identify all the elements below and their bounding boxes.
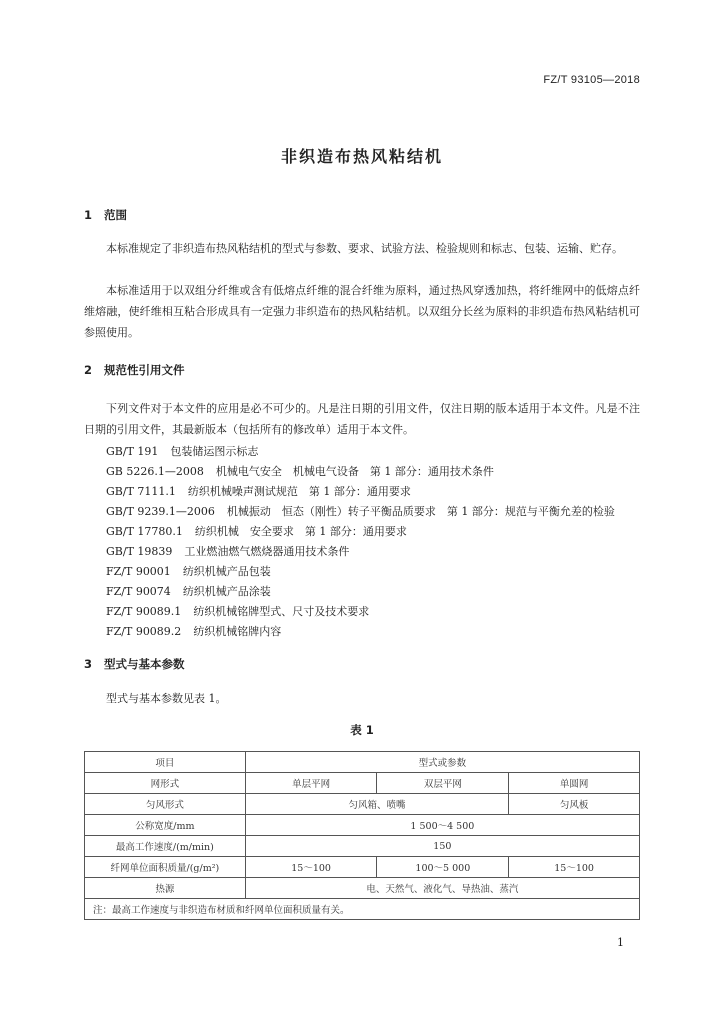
- table-note: 注：最高工作速度与非织造布材质和纤网单位面积质量有关。: [85, 899, 640, 920]
- reference-item: FZ/T 90089.1 纺织机械铭牌型式、尺寸及技术要求: [106, 605, 370, 618]
- section-number: 2: [84, 363, 93, 377]
- section-3-paragraph-1: 型式与基本参数见表 1。: [106, 692, 227, 705]
- page-number: 1: [617, 936, 624, 949]
- section-2-paragraph-1: 下列文件对于本文件的应用是必不可少的。凡是注日期的引用文件，仅注日期的版本适用于本文件。凡是不注日期的引用文件，其最新版本（包括所有的修改单）适用于本文件。: [84, 402, 640, 436]
- table-cell: 100～5 000: [377, 857, 509, 878]
- table-cell: 15～100: [245, 857, 377, 878]
- section-title: 型式与基本参数: [104, 657, 185, 671]
- table-cell: 电、天然气、液化气、导热油、蒸汽: [245, 878, 639, 899]
- reference-item: FZ/T 90074 纺织机械产品涂装: [106, 585, 271, 598]
- table-row: [85, 773, 640, 794]
- reference-item: GB/T 9239.1—2006 机械振动 恒态（刚性）转子平衡品质要求 第 1 部分：规范与平衡允差的检验: [106, 505, 615, 518]
- reference-item: GB/T 17780.1 纺织机械 安全要求 第 1 部分：通用要求: [106, 525, 407, 538]
- table-cell: 15～100: [509, 857, 640, 878]
- table-cell: 双层平网: [377, 773, 509, 794]
- table-cell: 网形式: [85, 773, 246, 794]
- table-cell: 150: [245, 836, 639, 857]
- table-cell: 热源: [85, 878, 246, 899]
- table-cell: 公称宽度/mm: [85, 815, 246, 836]
- table-header-cell: 项目: [85, 752, 246, 773]
- section-title: 范围: [104, 208, 127, 222]
- table-cell: 匀风板: [509, 794, 640, 815]
- table-cell: 1 500～4 500: [245, 815, 639, 836]
- table-cell: 最高工作速度/(m/min): [85, 836, 246, 857]
- section-1-paragraph-2: 本标准适用于以双组分纤维或含有低熔点纤维的混合纤维为原料，通过热风穿透加热，将纤维网中的低熔点纤维熔融，使纤维相互粘合形成具有一定强力非织造布的热风粘结机。以双组分长丝为原料的非织造布热风粘结机可参照使用。: [84, 284, 640, 339]
- section-title: 规范性引用文件: [104, 363, 185, 377]
- parameter-table: [84, 751, 640, 920]
- table-row: [85, 752, 640, 773]
- table-row: [85, 899, 640, 920]
- table-cell: 单圆网: [509, 773, 640, 794]
- table-cell: 单层平网: [245, 773, 377, 794]
- reference-item: FZ/T 90089.2 纺织机械铭牌内容: [106, 625, 282, 638]
- reference-item: GB 5226.1—2008 机械电气安全 机械电气设备 第 1 部分：通用技术条件: [106, 465, 494, 478]
- table-header-cell: 型式或参数: [245, 752, 639, 773]
- section-2-heading: [84, 362, 185, 378]
- table-row: [85, 794, 640, 815]
- reference-item: GB/T 191 包装储运图示标志: [106, 445, 259, 458]
- reference-item: FZ/T 90001 纺织机械产品包装: [106, 565, 271, 578]
- table-row: [85, 878, 640, 899]
- table-row: [85, 857, 640, 878]
- table-row: [85, 836, 640, 857]
- table-cell: 纤网单位面积质量/(g/m²): [85, 857, 246, 878]
- table-cell: 匀风箱、喷嘴: [245, 794, 508, 815]
- reference-item: GB/T 7111.1 纺织机械噪声测试规范 第 1 部分：通用要求: [106, 485, 411, 498]
- table-caption: 表 1: [350, 723, 374, 737]
- table-cell: 匀风形式: [85, 794, 246, 815]
- reference-item: GB/T 19839 工业燃油燃气燃烧器通用技术条件: [106, 545, 350, 558]
- section-3-heading: [84, 656, 185, 672]
- section-1-heading: [84, 207, 127, 223]
- section-number: 3: [84, 657, 93, 671]
- section-1-paragraph-1: 本标准规定了非织造布热风粘结机的型式与参数、要求、试验方法、检验规则和标志、包装、运输、贮存。: [106, 242, 623, 255]
- standard-code: FZ/T 93105—2018: [543, 74, 640, 86]
- section-number: 1: [84, 208, 93, 222]
- document-title: 非织造布热风粘结机: [280, 147, 443, 166]
- table-row: [85, 815, 640, 836]
